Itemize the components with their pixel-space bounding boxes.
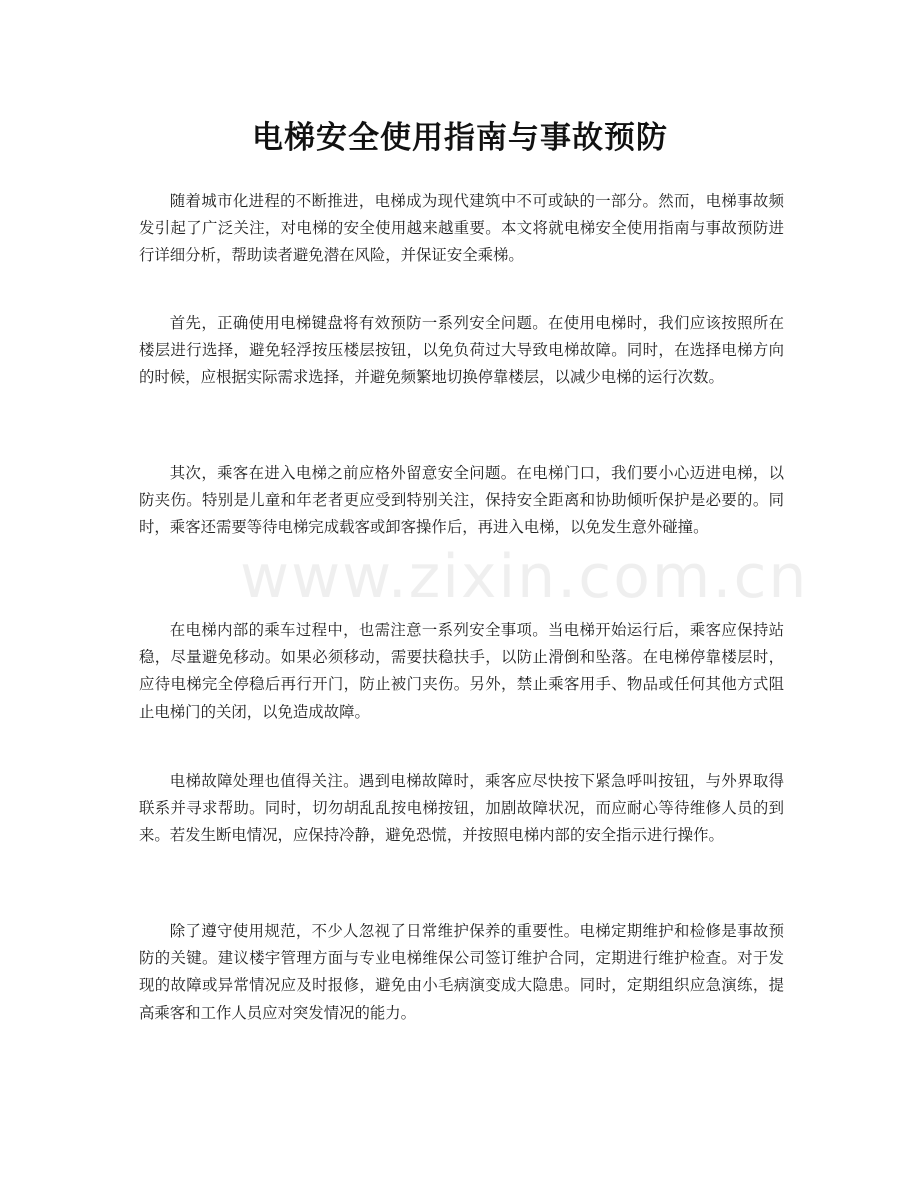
paragraph-maintenance: 除了遵守使用规范，不少人忽视了日常维护保养的重要性。电梯定期维护和检修是事故预防的关键。建议楼宇管理方面与专业电梯维保公司签订维护合同，定期进行维护检查。对于发现的故障或异常情况应及时报修，避免由小毛病演变成大隐患。同时，定期组织应急演练，提高乘客和工作人员应对突发情况的能力。 bbox=[139, 922, 784, 1022]
paragraph-entering-elevator: 其次，乘客在进入电梯之前应格外留意安全问题。在电梯门口，我们要小心迈进电梯，以防夹伤。特别是儿童和年老者更应受到特别关注，保持安全距离和协助倾听保护是必要的。同时，乘客还需要等待电梯完成载客或卸客操作后，再进入电梯，以免发生意外碰撞。 bbox=[139, 464, 784, 537]
watermark: www.zixin.com.cn bbox=[240, 542, 809, 612]
paragraph-riding-safety: 在电梯内部的乘车过程中，也需注意一系列安全事项。当电梯开始运行后，乘客应保持站稳，尽量避免移动。如果必须移动，需要扶稳扶手，以防止滑倒和坠落。在电梯停靠楼层时，应待电梯完全停稳后再行开门，防止被门夹伤。另外，禁止乘客用手、物品或任何其他方式阻止电梯门的关闭，以免造成故障。 bbox=[139, 621, 784, 721]
paragraph-keypad-usage: 首先，正确使用电梯键盘将有效预防一系列安全问题。在使用电梯时，我们应该按照所在楼层进行选择，避免轻浮按压楼层按钮，以免负荷过大导致电梯故障。同时，在选择电梯方向的时候，应根据实际需求选择，并避免频繁地切换停靠楼层，以减少电梯的运行次数。 bbox=[139, 314, 784, 387]
paragraph-fault-handling: 电梯故障处理也值得关注。遇到电梯故障时，乘客应尽快按下紧急呼叫按钮，与外界取得联系并寻求帮助。同时，切勿胡乱乱按电梯按钮，加剧故障状况，而应耐心等待维修人员的到来。若发生断电情况，应保持冷静，避免恐慌，并按照电梯内部的安全指示进行操作。 bbox=[139, 772, 784, 845]
paragraph-intro: 随着城市化进程的不断推进，电梯成为现代建筑中不可或缺的一部分。然而，电梯事故频发引起了广泛关注，对电梯的安全使用越来越重要。本文将就电梯安全使用指南与事故预防进行详细分析，帮助读者避免潜在风险，并保证安全乘梯。 bbox=[139, 192, 784, 265]
document-title: 电梯安全使用指南与事故预防 bbox=[252, 120, 668, 156]
